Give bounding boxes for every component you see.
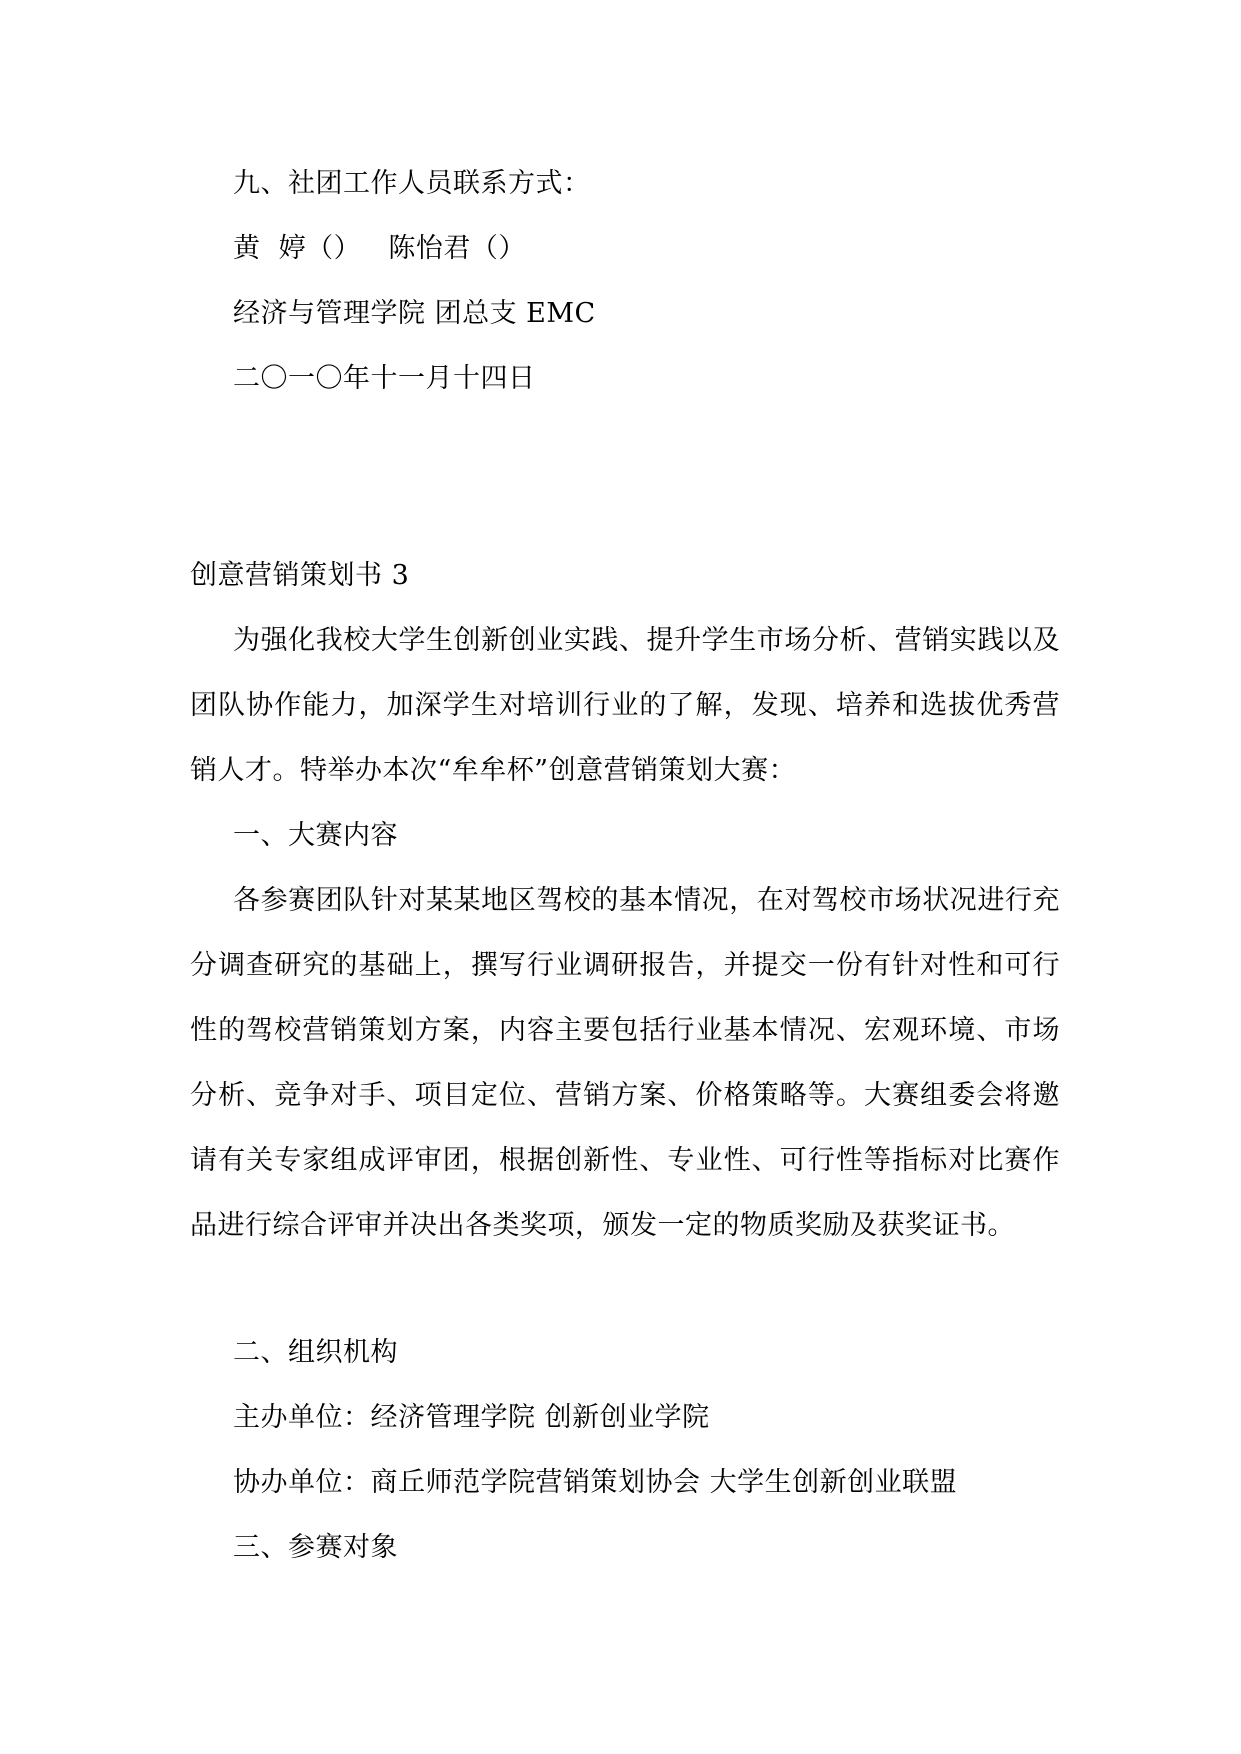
section1-heading: 一、大赛内容 [233,820,398,851]
section9-heading: 九、社团工作人员联系方式： [233,168,591,199]
contact-names: 黄 婷（） 陈怡君（） [233,233,526,264]
section1-body: 各参赛团队针对某某地区驾校的基本情况，在对驾校市场状况进行充分调查研究的基础上，撰写行业调研报告，并提交一份有针对性和可行性的驾校营销策划方案，内容主要包括行业基本情况、宏观环境、市场分析、竞争对手、项目定位、营销方案、价格策略等。大赛组委会将邀请有关专家组成评审团，根据创新性、专业性、可行性等指标对比赛作品进行综合评审并决出各类奖项，颁发一定的物质奖励及获奖证书。 [190,885,1060,1241]
section3-heading: 三、参赛对象 [233,1532,398,1563]
section2-heading: 二、组织机构 [233,1337,398,1368]
co-host-unit: 协办单位：商丘师范学院营销策划协会 大学生创新创业联盟 [233,1467,958,1498]
organization-name: 经济与管理学院 团总支 EMC [233,298,596,329]
document-date: 二〇一〇年十一月十四日 [233,363,536,394]
intro-paragraph: 为强化我校大学生创新创业实践、提升学生市场分析、营销实践以及团队协作能力，加深学生对培训行业的了解，发现、培养和选拔优秀营销人才。特举办本次“牟牟杯”创意营销策划大赛： [190,625,1060,786]
host-unit: 主办单位：经济管理学院 创新创业学院 [233,1402,710,1433]
document-title: 创意营销策划书 3 [190,560,410,591]
